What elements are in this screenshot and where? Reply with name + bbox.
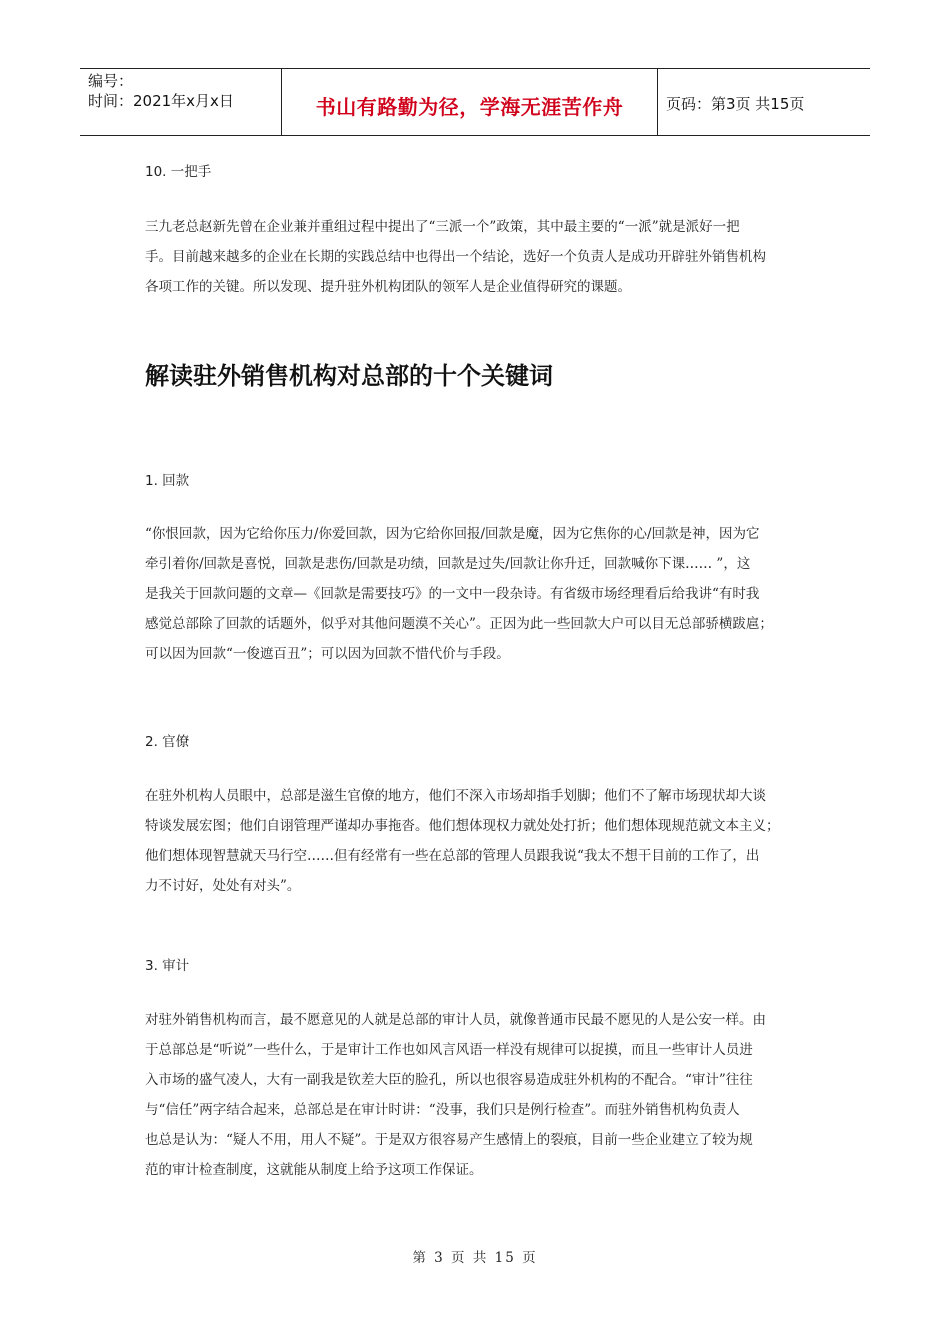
section-paragraph	[145, 781, 817, 901]
paragraph-line: 范的审计检查制度，这就能从制度上给予这项工作保证。	[145, 1162, 483, 1178]
paragraph-line: 力不讨好，处处有对头”。	[145, 878, 301, 894]
section-paragraph	[145, 1005, 817, 1185]
paragraph-line: 在驻外机构人员眼中，总部是滋生官僚的地方，他们不深入市场却指手划脚；他们不了解市场现状却大谈	[145, 788, 766, 804]
paragraph-line: 于总部总是“听说”一些什么，于是审计工作也如风言风语一样没有规律可以捉摸，而且一些审计人员进	[145, 1042, 753, 1058]
header-page-cell	[658, 69, 870, 135]
paragraph-line: 牵引着你/回款是喜悦，回款是悲伤/回款是功绩，回款是过失/回款让你升迁，回款喊你下课…… ”，这	[145, 556, 751, 572]
paragraph-line: 入市场的盛气凌人，大有一副我是钦差大臣的脸孔，所以也很容易造成驻外机构的不配合。“审计”往往	[145, 1072, 753, 1088]
paragraph-line: “你恨回款，因为它给你压力/你爱回款，因为它给你回报/回款是魔，因为它焦你的心/回款是神，因为它	[145, 526, 760, 542]
section-heading: 2. 官僚	[145, 734, 190, 750]
page-footer: 第 3 页 共 15 页	[412, 1250, 538, 1266]
section-paragraph	[145, 212, 817, 302]
paragraph-line: 手。目前越来越多的企业在长期的实践总结中也得出一个结论，选好一个负责人是成功开辟驻外销售机构	[145, 249, 766, 265]
header-meta-cell	[80, 69, 282, 135]
article-title: 解读驻外销售机构对总部的十个关键词	[145, 362, 553, 390]
paragraph-line: 是我关于回款问题的文章—《回款是需要技巧》的一文中一段杂诗。有省级市场经理看后给我讲“有时我	[145, 586, 760, 602]
paragraph-line: 也总是认为：“疑人不用，用人不疑”。于是双方很容易产生感情上的裂痕，目前一些企业建立了较为规	[145, 1132, 753, 1148]
paragraph-line: 各项工作的关键。所以发现、提升驻外机构团队的领军人是企业值得研究的课题。	[145, 279, 631, 295]
header-page-info: 页码：第3页 共15页	[666, 95, 805, 113]
header-table	[80, 68, 870, 136]
paragraph-line: 对驻外销售机构而言，最不愿意见的人就是总部的审计人员，就像普通市民最不愿见的人是公安一样。由	[145, 1012, 766, 1028]
paragraph-line: 与“信任”两字结合起来，总部总是在审计时讲：“没事，我们只是例行检查”。而驻外销售机构负责人	[145, 1102, 740, 1118]
section-paragraph	[145, 519, 817, 669]
header-motto-cell	[282, 69, 658, 135]
paragraph-line: 感觉总部除了回款的话题外，似乎对其他问题漠不关心”。正因为此一些回款大户可以目无总部骄横跋扈；	[145, 616, 773, 632]
paragraph-line: 特谈发展宏图；他们自诩管理严谨却办事拖沓。他们想体现权力就处处打折；他们想体现规范就文本主义；	[145, 818, 780, 834]
section-heading: 1. 回款	[145, 473, 190, 489]
header-motto: 书山有路勤为径，学海无涯苦作舟	[315, 95, 624, 119]
document-number-label: 编号：	[88, 72, 134, 90]
paragraph-line: 三九老总赵新先曾在企业兼并重组过程中提出了“三派一个”政策，其中最主要的“一派”就是派好一把	[145, 219, 740, 235]
section-heading: 3. 审计	[145, 958, 190, 974]
section-heading: 10. 一把手	[145, 164, 212, 180]
document-date-label: 时间：2021年x月x日	[88, 92, 234, 110]
paragraph-line: 可以因为回款“一俊遮百丑”；可以因为回款不惜代价与手段。	[145, 646, 510, 662]
paragraph-line: 他们想体现智慧就天马行空……但有经常有一些在总部的管理人员跟我说“我太不想干目前的工作了，出	[145, 848, 760, 864]
